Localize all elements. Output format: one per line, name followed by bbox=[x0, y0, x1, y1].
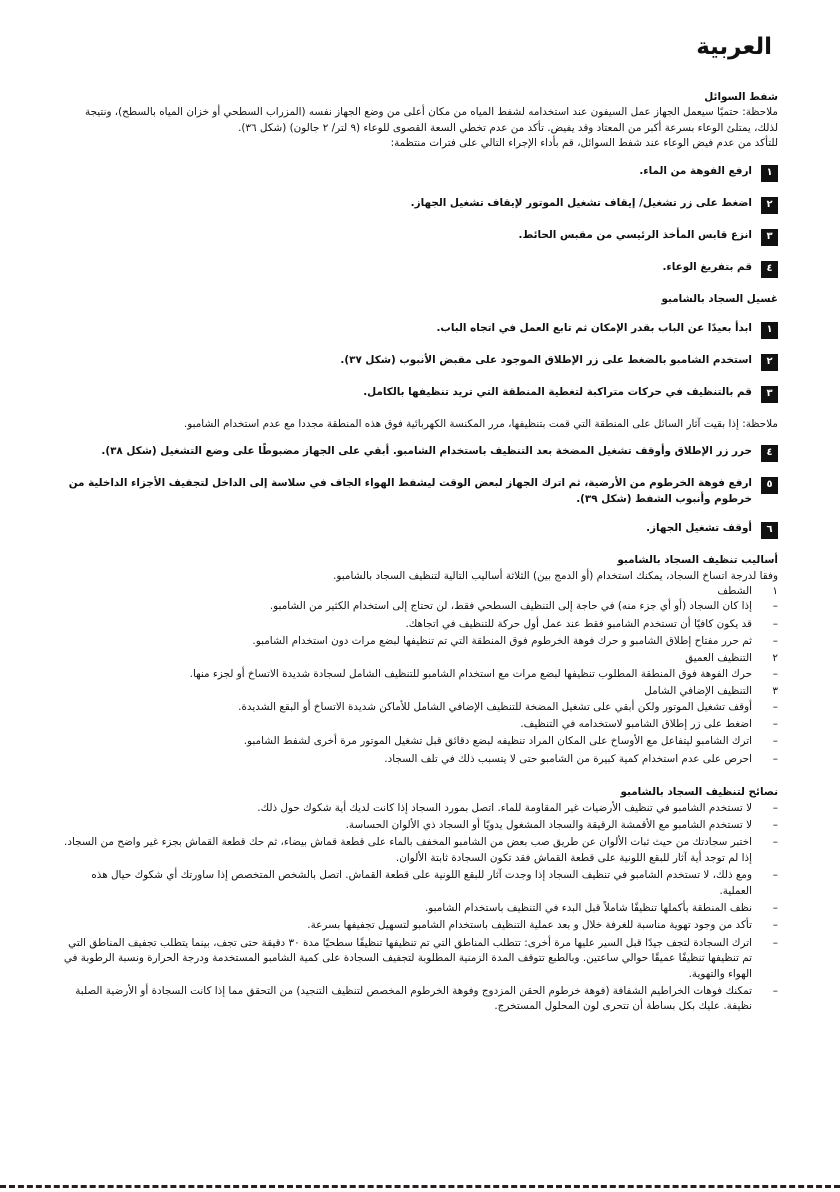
list-item-text: إذا كان السجاد (أو أي جزء منه) في حاجة إلى التنظيف السطحي فقط، لن تحتاج إلى استخدام الكثير من الشامبو. bbox=[269, 600, 752, 613]
step-text: قم بتفريغ الوعاء. bbox=[662, 260, 752, 273]
liquids-step-4 bbox=[60, 260, 778, 278]
list-item: – ومع ذلك، لا تستخدم الشامبو في تنظيف السجاد إذا وجدت آثار للبقع اللونية على قطعة القماش. اتصل بالشخص المتخصص إذا ساورتك أي شكوك حيال هذه العملية. bbox=[60, 868, 778, 899]
list-item-text: اضغط على زر إطلاق الشامبو لاستخدامه في التنظيف. bbox=[520, 718, 752, 731]
methods-heading: أساليب تنظيف السجاد بالشامبو bbox=[617, 554, 778, 567]
list-item-text: تأكد من وجود تهوية مناسبة للغرفة خلال و بعد عملية التنظيف باستخدام الشامبو لتسهيل تجفيفها بسرعة. bbox=[307, 919, 752, 932]
method-1-title bbox=[60, 584, 778, 599]
step-text: انزع قابس المأخذ الرئيسي من مقبس الحائط. bbox=[518, 228, 752, 241]
list-item: – اترك السجادة لتجف جيدًا قبل السير عليها مرة أخرى: تتطلب المناطق التي تم تنظيفها تنظيفًا سطحيًا مدة ٣٠ دقيقة حتى تجف، بينما يتطلب تجفيف المناطق التي تم تنظيفها تنظيفًا عميقًا حوالي ساعتين. وبالطبع تتوقف المدة الزمنية المطلوبة لتجفيف السجادة على كمية الشامبو المستخدمة ودرجة الحرارة ونسبة الرطوبة في الهواء والتهوية. bbox=[60, 936, 778, 982]
method-title: التنظيف الإضافي الشامل bbox=[644, 685, 752, 698]
shampoo-step-1 bbox=[60, 321, 778, 339]
list-item: – اضغط على زر إطلاق الشامبو لاستخدامه في التنظيف. bbox=[60, 717, 778, 732]
list-item-text: حرك الفوهة فوق المنطقة المطلوب تنظيفها لبضع مرات مع استخدام الشامبو للتنظيف الشامل لسجادة شديدة الاتساخ أو لجزء منها. bbox=[189, 667, 752, 680]
step-number-badge: ٢ bbox=[761, 354, 778, 371]
method-3-title bbox=[60, 684, 778, 699]
step-number-badge: ٣ bbox=[761, 386, 778, 403]
step-text: قم بالتنظيف في حركات متراكبة لتغطية المنطقة التي تريد تنظيفها بالكامل. bbox=[363, 385, 752, 398]
list-item-text: اختبر سجادتك من حيث ثبات الألوان عن طريق صب بعض من الشامبو المخفف بالماء على قطعة قماش بيضاء، ثم حك قطعة القماش بجزء غير واضح من السجاد. إذا لم توجد أية آثار للبقع اللونية على قطعة القماش فقد تكون السجادة ثابتة الألوان. bbox=[64, 836, 752, 864]
list-item-text: احرص على عدم استخدام كمية كبيرة من الشامبو حتى لا يتسبب ذلك في تلف السجاد. bbox=[384, 752, 752, 765]
list-item: – قد يكون كافيًا أن تستخدم الشامبو فقط عند عمل أول حركة للتنظيف في اتجاهك. bbox=[60, 617, 778, 632]
method-title: التنظيف العميق bbox=[685, 652, 752, 665]
list-item: – احرص على عدم استخدام كمية كبيرة من الشامبو حتى لا يتسبب ذلك في تلف السجاد. bbox=[60, 752, 778, 767]
list-item-text: ومع ذلك، لا تستخدم الشامبو في تنظيف السجاد إذا وجدت آثار للبقع اللونية على قطعة القماش. اتصل بالشخص المتخصص إذا ساورتك أي شكوك حيال هذه العملية. bbox=[91, 869, 752, 897]
bottom-rule bbox=[0, 1185, 840, 1188]
liquids-step-2 bbox=[60, 196, 778, 214]
shampoo-step-5 bbox=[60, 476, 778, 507]
language-title: العربية bbox=[696, 34, 772, 60]
list-item: – لا تستخدم الشامبو مع الأقمشة الرقيقة والسجاد المشغول يدويًا أو السجاد ذي الألوان الحساسة. bbox=[60, 818, 778, 833]
shampoo-wash-heading: غسيل السجاد بالشامبو bbox=[661, 292, 778, 305]
step-text: ابدأ بعيدًا عن الباب بقدر الإمكان ثم تابع العمل في اتجاه الباب. bbox=[436, 321, 752, 334]
list-item-text: قد يكون كافيًا أن تستخدم الشامبو فقط عند عمل أول حركة للتنظيف في اتجاهك. bbox=[405, 617, 752, 630]
step-text: أوقف تشغيل الجهاز. bbox=[646, 522, 752, 535]
list-item: – ثم حرر مفتاح إطلاق الشامبو و حرك فوهة الخرطوم فوق المنطقة التي تم تنظيفها لبضع مرات دون استخدام الشامبو. bbox=[60, 634, 778, 649]
list-item: – اترك الشامبو ليتفاعل مع الأوساخ على المكان المراد تنظيفه لبضع دقائق قبل تشغيل الموتور مرة أخرى لشفط الشامبو. bbox=[60, 734, 778, 749]
step-text: اضغط على زر تشغيل/ إيقاف تشغيل الموتور لإيقاف تشغيل الجهاز. bbox=[410, 196, 752, 209]
shampoo-step-3 bbox=[60, 385, 778, 403]
method-number: ١ bbox=[772, 584, 778, 597]
methods-intro: وفقا لدرجة اتساخ السجاد، يمكنك استخدام (أو الدمج بين) الثلاثة أساليب التالية لتنظيف السجاد بالشامبو. bbox=[333, 569, 778, 582]
shampoo-note: ملاحظة: إذا بقيت آثار السائل على المنطقة التي قمت بتنظيفها، مرر المكنسة الكهربائية فوق هذه المنطقة مجددا مع عدم استخدام الشامبو. bbox=[183, 417, 778, 430]
liquids-heading: شفط السوائل bbox=[704, 91, 778, 103]
step-text: ارفع الفوهة من الماء. bbox=[639, 164, 752, 177]
step-number-badge: ٣ bbox=[761, 229, 778, 246]
step-number-badge: ١ bbox=[761, 165, 778, 182]
list-item-text: لا تستخدم الشامبو في تنظيف الأرضيات غير المقاومة للماء. اتصل بمورد السجاد إذا كانت لديك أية شكوك حول ذلك. bbox=[257, 801, 752, 814]
list-item: – تأكد من وجود تهوية مناسبة للغرفة خلال و بعد عملية التنظيف باستخدام الشامبو لتسهيل تجفيفها بسرعة. bbox=[60, 918, 778, 933]
liquids-note: ملاحظة: حتميًا سيعمل الجهاز عمل السيفون عند استخدامه لشفط المياه من مكان أعلى من وضع الجهاز نفسه (المزراب السطحي أو خزان المياه بالسطح)، ونتيجة لذلك، يمتلئ الوعاء بسرعة أكبر من المعتاد وقد يفيض. تأكد من عدم تخطي السعة القصوى للوعاء (٩ لتر/ ٢ جالون) (شكل ٣٦). bbox=[85, 106, 778, 134]
step-text: حرر زر الإطلاق وأوقف تشغيل المضخة بعد التنظيف باستخدام الشامبو. أبقي على الجهاز مضبوطًا على وضع التشغيل (شكل ٣٨). bbox=[101, 445, 752, 458]
list-item-text: ثم حرر مفتاح إطلاق الشامبو و حرك فوهة الخرطوم فوق المنطقة التي تم تنظيفها لبضع مرات دون استخدام الشامبو. bbox=[252, 635, 752, 648]
step-number-badge: ٤ bbox=[761, 261, 778, 278]
list-item-text: اترك الشامبو ليتفاعل مع الأوساخ على المكان المراد تنظيفه لبضع دقائق قبل تشغيل الموتور مرة أخرى لشفط الشامبو. bbox=[243, 735, 752, 748]
list-item: – تمكنك فوهات الخراطيم الشفافة (فوهة خرطوم الحقن المزدوج وفوهة الخرطوم المخصص لتنظيف التنجيد) من التحقق مما إذا كانت السجادة أو الأرضية الصلبة نظيفة. عليك بكل بساطة أن تتحرى لون المحلول المستخرج. bbox=[60, 984, 778, 1015]
liquids-intro: للتأكد من عدم فيض الوعاء عند شفط السوائل، قم بأداء الإجراء التالي على فترات منتظمة: bbox=[390, 137, 778, 150]
liquids-step-1 bbox=[60, 164, 778, 182]
list-item: – اختبر سجادتك من حيث ثبات الألوان عن طريق صب بعض من الشامبو المخفف بالماء على قطعة قماش بيضاء، ثم حك قطعة القماش بجزء غير واضح من السجاد. إذا لم توجد أية آثار للبقع اللونية على قطعة القماش فقد تكون السجادة ثابتة الألوان. bbox=[60, 835, 778, 866]
shampoo-step-2 bbox=[60, 353, 778, 371]
shampoo-step-4 bbox=[60, 444, 778, 462]
method-number: ٣ bbox=[772, 685, 778, 698]
step-number-badge: ٤ bbox=[761, 445, 778, 462]
list-item: – نظف المنطقة بأكملها تنظيفًا شاملاً قبل البدء في التنظيف باستخدام الشامبو. bbox=[60, 901, 778, 916]
method-2-title bbox=[60, 651, 778, 666]
page-content bbox=[60, 90, 778, 1017]
step-number-badge: ٢ bbox=[761, 197, 778, 214]
list-item-text: نظف المنطقة بأكملها تنظيفًا شاملاً قبل البدء في التنظيف باستخدام الشامبو. bbox=[424, 901, 752, 914]
list-item-text: أوقف تشغيل الموتور ولكن أبقي على تشغيل المضخة للتنظيف الإضافي الشامل للأماكن شديدة الاتساخ أو البقع الشديدة. bbox=[238, 700, 752, 713]
method-number: ٢ bbox=[772, 652, 778, 665]
liquids-step-3 bbox=[60, 228, 778, 246]
step-number-badge: ٦ bbox=[761, 522, 778, 539]
list-item: – لا تستخدم الشامبو في تنظيف الأرضيات غير المقاومة للماء. اتصل بمورد السجاد إذا كانت لديك أية شكوك حول ذلك. bbox=[60, 801, 778, 816]
list-item-text: اترك السجادة لتجف جيدًا قبل السير عليها مرة أخرى: تتطلب المناطق التي تم تنظيفها تنظيفًا سطحيًا مدة ٣٠ دقيقة حتى تجف، بينما يتطلب تجفيف المناطق التي تم تنظيفها تنظيفًا عميقًا حوالي ساعتين. وبالطبع تتوقف المدة الزمنية المطلوبة لتجفيف السجادة على كمية الشامبو المستخدمة ودرجة الحرارة ونسبة الرطوبة في الهواء والتهوية. bbox=[63, 936, 752, 980]
shampoo-step-6 bbox=[60, 521, 778, 539]
tips-heading: نصائح لتنظيف السجاد بالشامبو bbox=[620, 786, 778, 799]
method-title: الشطف bbox=[717, 584, 752, 597]
step-number-badge: ١ bbox=[761, 322, 778, 339]
list-item-text: تمكنك فوهات الخراطيم الشفافة (فوهة خرطوم الحقن المزدوج وفوهة الخرطوم المخصص لتنظيف التنجيد) من التحقق مما إذا كانت السجادة أو الأرضية الصلبة نظيفة. عليك بكل بساطة أن تتحرى لون المحلول المستخرج. bbox=[75, 984, 752, 1013]
list-item: – إذا كان السجاد (أو أي جزء منه) في حاجة إلى التنظيف السطحي فقط، لن تحتاج إلى استخدام الكثير من الشامبو. bbox=[60, 599, 778, 614]
list-item: – حرك الفوهة فوق المنطقة المطلوب تنظيفها لبضع مرات مع استخدام الشامبو للتنظيف الشامل لسجادة شديدة الاتساخ أو لجزء منها. bbox=[60, 667, 778, 682]
step-text: استخدم الشامبو بالضغط على زر الإطلاق الموجود على مقبض الأنبوب (شكل ٣٧). bbox=[340, 353, 752, 366]
list-item-text: لا تستخدم الشامبو مع الأقمشة الرقيقة والسجاد المشغول يدويًا أو السجاد ذي الألوان الحساسة. bbox=[345, 818, 752, 831]
step-text: ارفع فوهة الخرطوم من الأرضية، ثم اترك الجهاز لبعض الوقت ليشفط الهواء الجاف في سلاسة إلى الداخل لتجفيف الأجزاء الداخلية من خرطوم وأنبوب الشفط (شكل ٣٩). bbox=[68, 477, 752, 505]
list-item: – أوقف تشغيل الموتور ولكن أبقي على تشغيل المضخة للتنظيف الإضافي الشامل للأماكن شديدة الاتساخ أو البقع الشديدة. bbox=[60, 700, 778, 715]
step-number-badge: ٥ bbox=[761, 477, 778, 494]
